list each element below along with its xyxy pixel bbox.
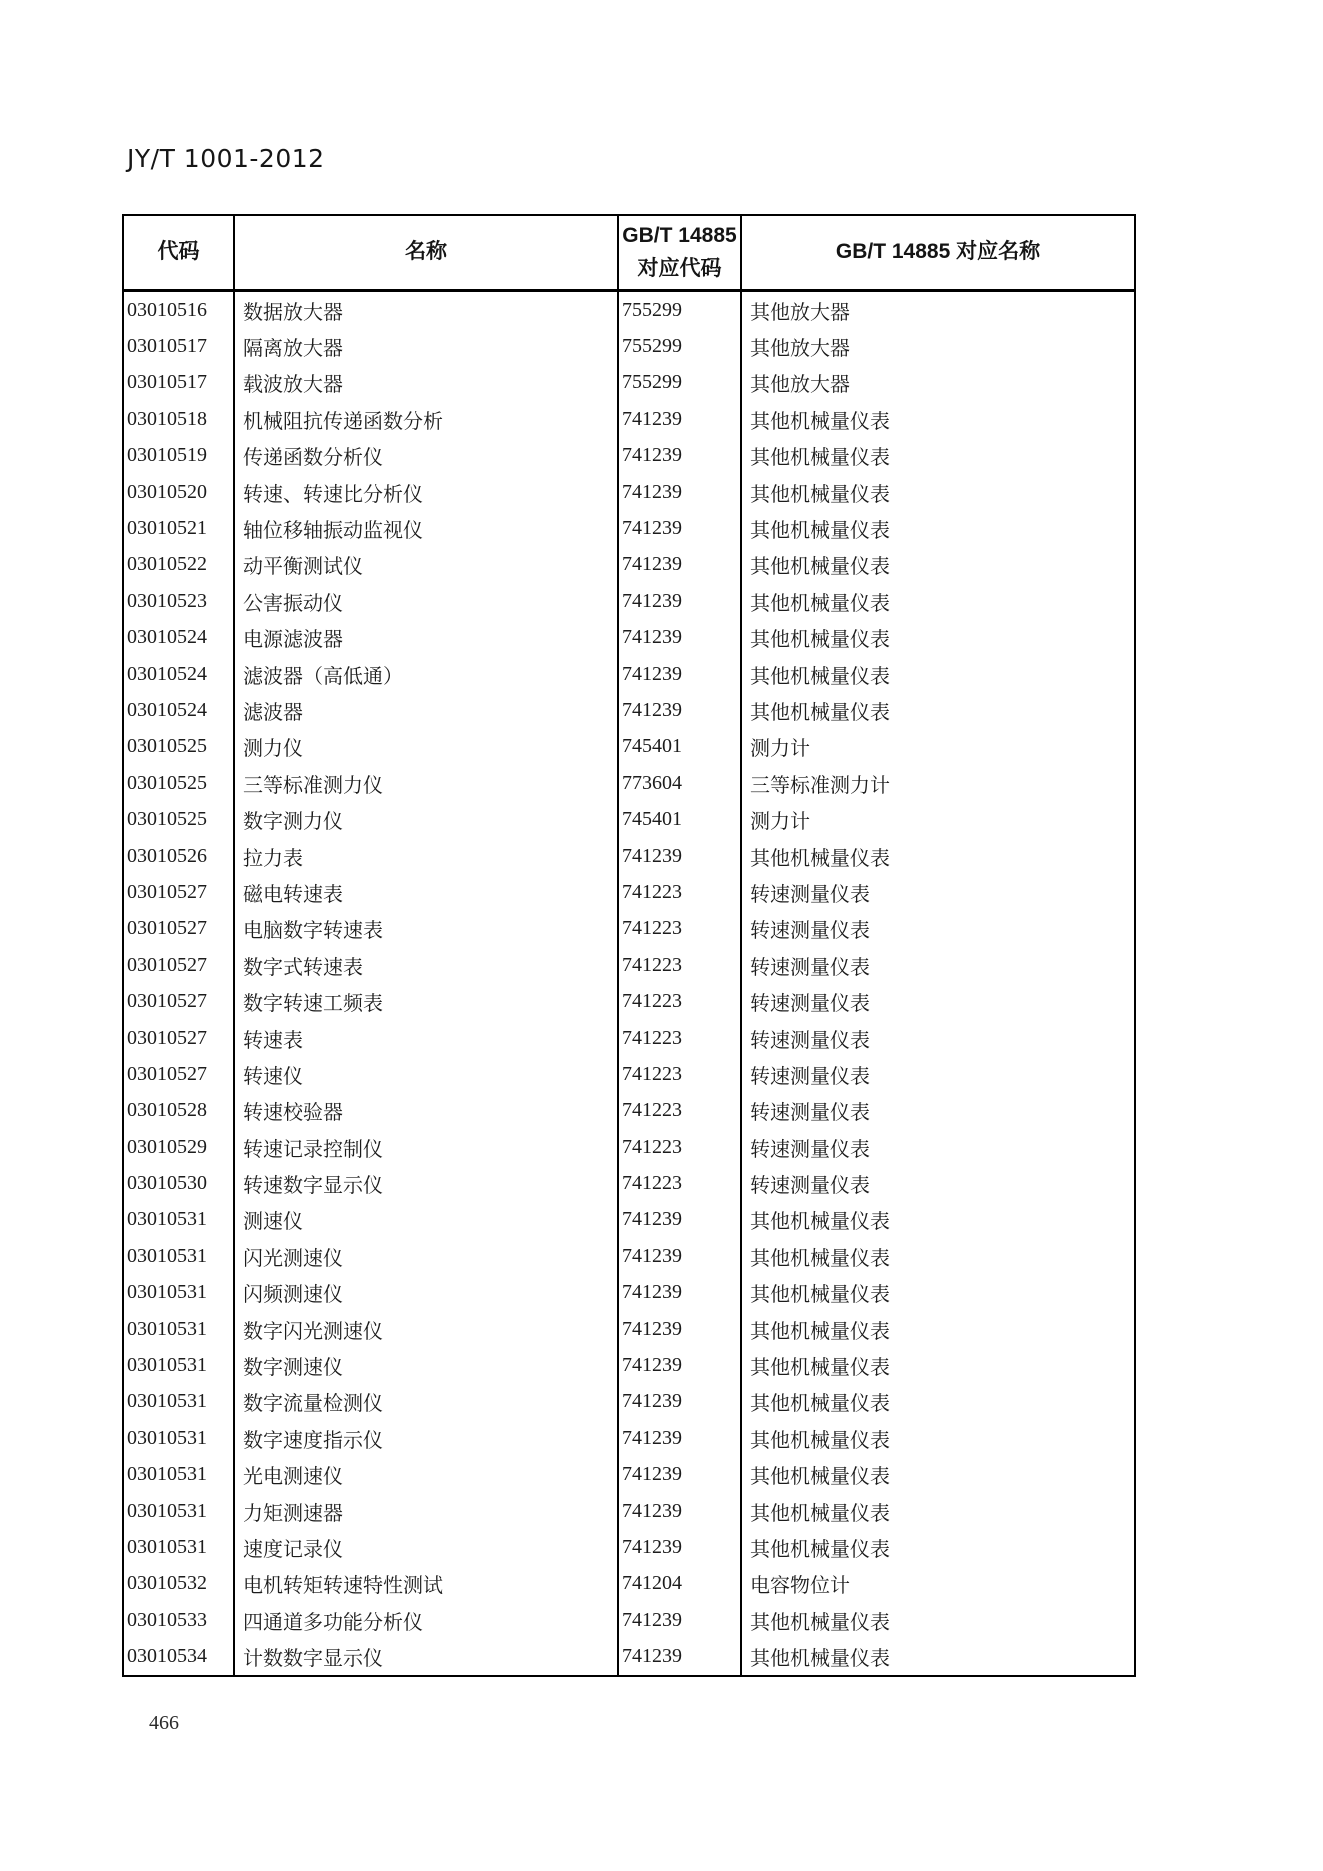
gbt-code-cell: 741239: [619, 1275, 742, 1311]
gbt-name-cell: 其他机械量仪表: [750, 665, 890, 688]
table-row: [124, 1202, 1134, 1238]
table-row: [124, 983, 1134, 1019]
code-cell: 03010531: [124, 1238, 235, 1274]
name-cell: 数字闪光测速仪: [235, 1311, 619, 1347]
gbt-name-cell: 其他机械量仪表: [750, 1429, 890, 1452]
name-cell: 转速表: [235, 1020, 619, 1056]
name-cell: 力矩测速器: [235, 1493, 619, 1529]
gbt-code-cell: 755299: [619, 292, 742, 328]
table-row: [124, 1275, 1134, 1311]
code-cell: 03010521: [124, 510, 235, 546]
gbt-name-cell: 其他机械量仪表: [750, 592, 890, 615]
code-cell: 03010531: [124, 1529, 235, 1565]
code-cell: 03010531: [124, 1347, 235, 1383]
name-cell: 转速、转速比分析仪: [235, 474, 619, 510]
table-row: [124, 1384, 1134, 1420]
table-row: [124, 292, 1134, 328]
name-cell: 电源滤波器: [235, 620, 619, 656]
table-row: [124, 1602, 1134, 1638]
gbt-code-cell: 741239: [619, 583, 742, 619]
table-row: [124, 1566, 1134, 1602]
name-cell: 数字测速仪: [235, 1347, 619, 1383]
name-cell: 转速校验器: [235, 1093, 619, 1129]
name-cell: 磁电转速表: [235, 874, 619, 910]
gbt-code-cell: 741223: [619, 983, 742, 1019]
code-cell: 03010527: [124, 947, 235, 983]
code-cell: 03010526: [124, 838, 235, 874]
name-cell: 公害振动仪: [235, 583, 619, 619]
code-cell: 03010517: [124, 328, 235, 364]
code-cell: 03010531: [124, 1311, 235, 1347]
name-cell: 测速仪: [235, 1202, 619, 1238]
name-cell: 数字测力仪: [235, 801, 619, 837]
code-cell: 03010531: [124, 1420, 235, 1456]
code-cell: 03010531: [124, 1457, 235, 1493]
gbt-name-cell: 其他机械量仪表: [750, 556, 890, 579]
header-gbt-code: [619, 216, 742, 289]
table-row: [124, 583, 1134, 619]
gbt-code-cell: 741239: [619, 1202, 742, 1238]
name-cell: 测力仪: [235, 729, 619, 765]
gbt-code-cell: 741239: [619, 1384, 742, 1420]
gbt-code-cell: 741239: [619, 1493, 742, 1529]
name-cell: 载波放大器: [235, 365, 619, 401]
code-cell: 03010525: [124, 801, 235, 837]
gbt-name-cell: 测力计: [750, 738, 810, 761]
code-cell: 03010524: [124, 692, 235, 728]
gbt-code-cell: 741223: [619, 1129, 742, 1165]
code-cell: 03010527: [124, 911, 235, 947]
table-row: [124, 1093, 1134, 1129]
table-row: [124, 1311, 1134, 1347]
gbt-name-cell: 其他机械量仪表: [750, 1466, 890, 1489]
name-cell: 隔离放大器: [235, 328, 619, 364]
header-gbt-code-line1: GB/T 14885: [622, 223, 737, 247]
gbt-name-cell: 转速测量仪表: [750, 1102, 870, 1125]
gbt-code-cell: 741239: [619, 547, 742, 583]
name-cell: 转速记录控制仪: [235, 1129, 619, 1165]
table-header-row: [124, 216, 1134, 292]
table-row: [124, 510, 1134, 546]
classification-table: [122, 214, 1136, 1677]
code-cell: 03010516: [124, 292, 235, 328]
gbt-name-cell: 其他机械量仪表: [750, 701, 890, 724]
code-cell: 03010525: [124, 765, 235, 801]
gbt-name-cell: 其他放大器: [750, 301, 850, 324]
gbt-name-cell: 转速测量仪表: [750, 993, 870, 1016]
table-row: [124, 474, 1134, 510]
table-row: [124, 1056, 1134, 1092]
gbt-code-cell: 745401: [619, 729, 742, 765]
table-row: [124, 765, 1134, 801]
gbt-code-cell: 741239: [619, 620, 742, 656]
code-cell: 03010531: [124, 1202, 235, 1238]
table-row: [124, 365, 1134, 401]
code-cell: 03010524: [124, 620, 235, 656]
table-body: [124, 292, 1134, 1675]
header-gbt-name: [742, 216, 1134, 289]
gbt-name-cell: 其他机械量仪表: [750, 847, 890, 870]
name-cell: 闪光测速仪: [235, 1238, 619, 1274]
name-cell: 机械阻抗传递函数分析: [235, 401, 619, 437]
name-cell: 计数数字显示仪: [235, 1638, 619, 1674]
standard-number: JY/T 1001-2012: [127, 144, 325, 173]
header-name-label: 名称: [405, 240, 447, 264]
gbt-name-cell: 其他机械量仪表: [750, 1357, 890, 1380]
gbt-code-cell: 741239: [619, 510, 742, 546]
name-cell: 转速数字显示仪: [235, 1165, 619, 1201]
table-row: [124, 328, 1134, 364]
gbt-code-cell: 741223: [619, 1020, 742, 1056]
gbt-name-cell: 其他放大器: [750, 338, 850, 361]
table-row: [124, 1347, 1134, 1383]
header-gbt-code-line2: 对应代码: [637, 256, 722, 280]
gbt-name-cell: 其他机械量仪表: [750, 1320, 890, 1343]
table-row: [124, 692, 1134, 728]
gbt-name-cell: 其他机械量仪表: [750, 629, 890, 652]
name-cell: 四通道多功能分析仪: [235, 1602, 619, 1638]
code-cell: 03010525: [124, 729, 235, 765]
gbt-code-cell: 741223: [619, 1056, 742, 1092]
code-cell: 03010527: [124, 983, 235, 1019]
table-row: [124, 947, 1134, 983]
table-row: [124, 729, 1134, 765]
gbt-name-cell: 其他机械量仪表: [750, 1611, 890, 1634]
gbt-name-cell: 其他放大器: [750, 374, 850, 397]
gbt-name-cell: 其他机械量仪表: [750, 483, 890, 506]
gbt-code-cell: 741239: [619, 401, 742, 437]
name-cell: 三等标准测力仪: [235, 765, 619, 801]
header-code-label: 代码: [157, 240, 200, 264]
table-row: [124, 547, 1134, 583]
code-cell: 03010528: [124, 1093, 235, 1129]
table-row: [124, 1238, 1134, 1274]
table-row: [124, 1020, 1134, 1056]
gbt-name-cell: 其他机械量仪表: [750, 1211, 890, 1234]
gbt-name-cell: 其他机械量仪表: [750, 1247, 890, 1270]
table-row: [124, 1129, 1134, 1165]
code-cell: 03010531: [124, 1384, 235, 1420]
gbt-code-cell: 741223: [619, 911, 742, 947]
table-row: [124, 1529, 1134, 1565]
code-cell: 03010530: [124, 1165, 235, 1201]
name-cell: 数字速度指示仪: [235, 1420, 619, 1456]
gbt-code-cell: 741204: [619, 1566, 742, 1602]
gbt-code-cell: 741239: [619, 1347, 742, 1383]
header-name: [235, 216, 619, 289]
table-row: [124, 911, 1134, 947]
gbt-name-cell: 转速测量仪表: [750, 1029, 870, 1052]
table-row: [124, 1420, 1134, 1456]
code-cell: 03010533: [124, 1602, 235, 1638]
gbt-code-cell: 741239: [619, 1529, 742, 1565]
gbt-code-cell: 741239: [619, 438, 742, 474]
gbt-name-cell: 其他机械量仪表: [750, 520, 890, 543]
gbt-name-cell: 其他机械量仪表: [750, 1538, 890, 1561]
table-row: [124, 801, 1134, 837]
code-cell: 03010518: [124, 401, 235, 437]
gbt-name-cell: 其他机械量仪表: [750, 1393, 890, 1416]
header-code: [124, 216, 235, 289]
gbt-code-cell: 741239: [619, 474, 742, 510]
name-cell: 电脑数字转速表: [235, 911, 619, 947]
gbt-code-cell: 745401: [619, 801, 742, 837]
gbt-name-cell: 转速测量仪表: [750, 1065, 870, 1088]
name-cell: 闪频测速仪: [235, 1275, 619, 1311]
name-cell: 光电测速仪: [235, 1457, 619, 1493]
table-row: [124, 1457, 1134, 1493]
gbt-code-cell: 741239: [619, 1238, 742, 1274]
gbt-code-cell: 741239: [619, 838, 742, 874]
name-cell: 电机转矩转速特性测试: [235, 1566, 619, 1602]
gbt-name-cell: 转速测量仪表: [750, 1175, 870, 1198]
code-cell: 03010522: [124, 547, 235, 583]
name-cell: 动平衡测试仪: [235, 547, 619, 583]
gbt-code-cell: 773604: [619, 765, 742, 801]
gbt-name-cell: 电容物位计: [750, 1575, 850, 1598]
gbt-name-cell: 三等标准测力计: [750, 774, 890, 797]
gbt-code-cell: 741239: [619, 1420, 742, 1456]
table-row: [124, 1493, 1134, 1529]
gbt-code-cell: 741223: [619, 1165, 742, 1201]
gbt-name-cell: 测力计: [750, 811, 810, 834]
gbt-code-cell: 741223: [619, 947, 742, 983]
name-cell: 转速仪: [235, 1056, 619, 1092]
code-cell: 03010527: [124, 874, 235, 910]
code-cell: 03010519: [124, 438, 235, 474]
gbt-name-cell: 其他机械量仪表: [750, 1502, 890, 1525]
name-cell: 数字式转速表: [235, 947, 619, 983]
gbt-name-cell: 转速测量仪表: [750, 956, 870, 979]
table-row: [124, 620, 1134, 656]
table-row: [124, 438, 1134, 474]
gbt-code-cell: 741223: [619, 1093, 742, 1129]
gbt-code-cell: 755299: [619, 328, 742, 364]
code-cell: 03010527: [124, 1056, 235, 1092]
table-row: [124, 401, 1134, 437]
code-cell: 03010517: [124, 365, 235, 401]
table-row: [124, 1165, 1134, 1201]
name-cell: 数字流量检测仪: [235, 1384, 619, 1420]
code-cell: 03010527: [124, 1020, 235, 1056]
gbt-code-cell: 741239: [619, 1311, 742, 1347]
gbt-name-cell: 转速测量仪表: [750, 920, 870, 943]
code-cell: 03010524: [124, 656, 235, 692]
gbt-code-cell: 741223: [619, 874, 742, 910]
code-cell: 03010532: [124, 1566, 235, 1602]
gbt-code-cell: 741239: [619, 692, 742, 728]
name-cell: 传递函数分析仪: [235, 438, 619, 474]
name-cell: 滤波器（高低通）: [235, 656, 619, 692]
table-row: [124, 656, 1134, 692]
page-number: 466: [149, 1712, 179, 1734]
code-cell: 03010523: [124, 583, 235, 619]
gbt-code-cell: 755299: [619, 365, 742, 401]
gbt-name-cell: 其他机械量仪表: [750, 447, 890, 470]
gbt-name-cell: 其他机械量仪表: [750, 1648, 890, 1671]
table-row: [124, 874, 1134, 910]
code-cell: 03010531: [124, 1275, 235, 1311]
code-cell: 03010534: [124, 1638, 235, 1674]
name-cell: 拉力表: [235, 838, 619, 874]
code-cell: 03010520: [124, 474, 235, 510]
gbt-code-cell: 741239: [619, 1638, 742, 1674]
gbt-name-cell: 其他机械量仪表: [750, 1284, 890, 1307]
code-cell: 03010531: [124, 1493, 235, 1529]
gbt-name-cell: 其他机械量仪表: [750, 410, 890, 433]
gbt-code-cell: 741239: [619, 656, 742, 692]
gbt-code-cell: 741239: [619, 1602, 742, 1638]
gbt-name-cell: 转速测量仪表: [750, 1138, 870, 1161]
header-gbt-name-label: GB/T 14885 对应名称: [835, 240, 1041, 264]
name-cell: 轴位移轴振动监视仪: [235, 510, 619, 546]
name-cell: 滤波器: [235, 692, 619, 728]
table-row: [124, 838, 1134, 874]
gbt-name-cell: 转速测量仪表: [750, 883, 870, 906]
name-cell: 数据放大器: [235, 292, 619, 328]
gbt-code-cell: 741239: [619, 1457, 742, 1493]
name-cell: 速度记录仪: [235, 1529, 619, 1565]
name-cell: 数字转速工频表: [235, 983, 619, 1019]
table-row: [124, 1638, 1134, 1674]
code-cell: 03010529: [124, 1129, 235, 1165]
